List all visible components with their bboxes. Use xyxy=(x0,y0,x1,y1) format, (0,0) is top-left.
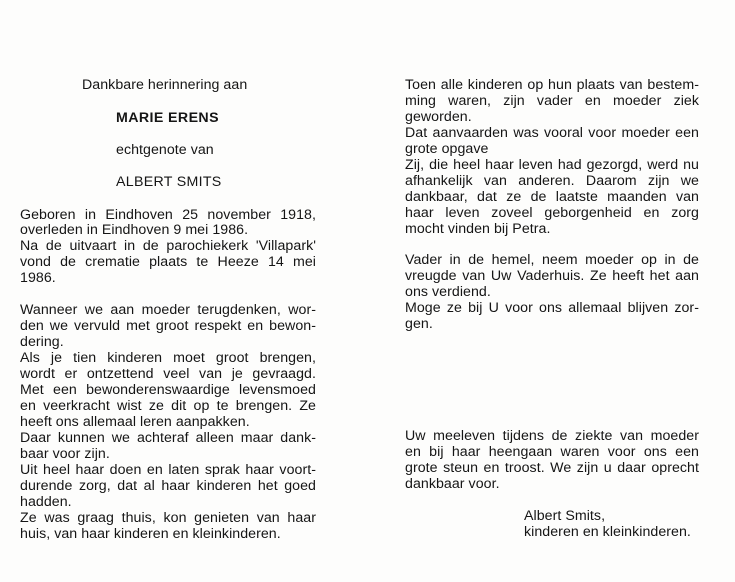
text-line: Zij, die heel haar leven had gezorgd, werd nu xyxy=(405,157,699,173)
text-line: Uw meeleven tijdens de ziekte van moeder xyxy=(405,428,699,444)
spouse-name: ALBERT SMITS xyxy=(116,174,222,190)
text-line: geworden. xyxy=(405,109,472,125)
text-line: mocht vinden bij Petra. xyxy=(405,221,551,237)
left-page xyxy=(0,0,360,582)
relation-text: echtgenote van xyxy=(116,142,214,158)
text-line: durende zorg, dat al haar kinderen het goed xyxy=(20,478,316,494)
text-line: hadden. xyxy=(20,494,72,510)
bio-line: vond de crematie plaats te Heeze 14 mei xyxy=(20,254,316,270)
right-page xyxy=(360,0,735,582)
text-line: en bij haar heengaan waren voor ons een xyxy=(405,444,699,460)
bio-line: 1986. xyxy=(20,270,56,286)
text-line: huis, van haar kinderen en kleinkinderen. xyxy=(20,526,281,542)
text-line: Moge ze bij U voor ons allemaal blijven zor- xyxy=(405,300,699,316)
text-line: ons verdiend. xyxy=(405,284,491,300)
bio-line: Na de uitvaart in de parochiekerk 'Villapark' xyxy=(20,238,316,254)
text-line: en veerkracht wist ze dit op te brengen. Ze xyxy=(20,398,316,414)
text-line: heeft ons allemaal leren aanpakken. xyxy=(20,414,250,430)
text-line: ming waren, zijn vader en moeder ziek xyxy=(405,93,699,109)
text-line: dankbaar voor. xyxy=(405,476,500,492)
text-line: dering. xyxy=(20,334,64,350)
text-line: Als je tien kinderen moet groot brengen, xyxy=(20,350,316,366)
text-line: Daar kunnen we achteraf alleen maar dank- xyxy=(20,430,316,446)
text-line: dankbaar, dat ze de laatste maanden van xyxy=(405,189,699,205)
signature-line: kinderen en kleinkinderen. xyxy=(524,524,691,540)
text-line: baar voor zijn. xyxy=(20,446,110,462)
text-line: wordt er ontzettend veel van je gevraagd. xyxy=(20,366,316,382)
text-line: Met een bewonderenswaardige levensmoed xyxy=(20,382,316,398)
deceased-name: MARIE ERENS xyxy=(116,110,219,126)
text-line: den we vervuld met groot respekt en bewon- xyxy=(20,318,316,334)
text-line: Uit heel haar doen en laten sprak haar voort- xyxy=(20,462,316,478)
bio-line: Geboren in Eindhoven 25 november 1918, xyxy=(20,207,316,223)
text-line: grote steun en troost. We zijn u daar oprecht xyxy=(405,460,699,476)
text-line: Toen alle kinderen op hun plaats van bestem- xyxy=(405,77,699,93)
text-line: Dat aanvaarden was vooral voor moeder een xyxy=(405,125,699,141)
text-line: haar leven zoveel geborgenheid en zorg xyxy=(405,205,699,221)
bio-line: overleden in Eindhoven 9 mei 1986. xyxy=(20,222,249,238)
text-line: Ze was graag thuis, kon genieten van haar xyxy=(20,510,316,526)
text-line: afhankelijk van anderen. Daarom zijn we xyxy=(405,173,699,189)
signature-line: Albert Smits, xyxy=(524,508,606,524)
dedication-heading: Dankbare herinnering aan xyxy=(82,77,248,93)
text-line: Wanneer we aan moeder terugdenken, wor- xyxy=(20,302,316,318)
text-line: Vader in de hemel, neem moeder op in de xyxy=(405,252,699,268)
text-line: vreugde van Uw Vaderhuis. Ze heeft het aan xyxy=(405,268,699,284)
text-line: grote opgave xyxy=(405,141,489,157)
text-line: gen. xyxy=(405,316,433,332)
